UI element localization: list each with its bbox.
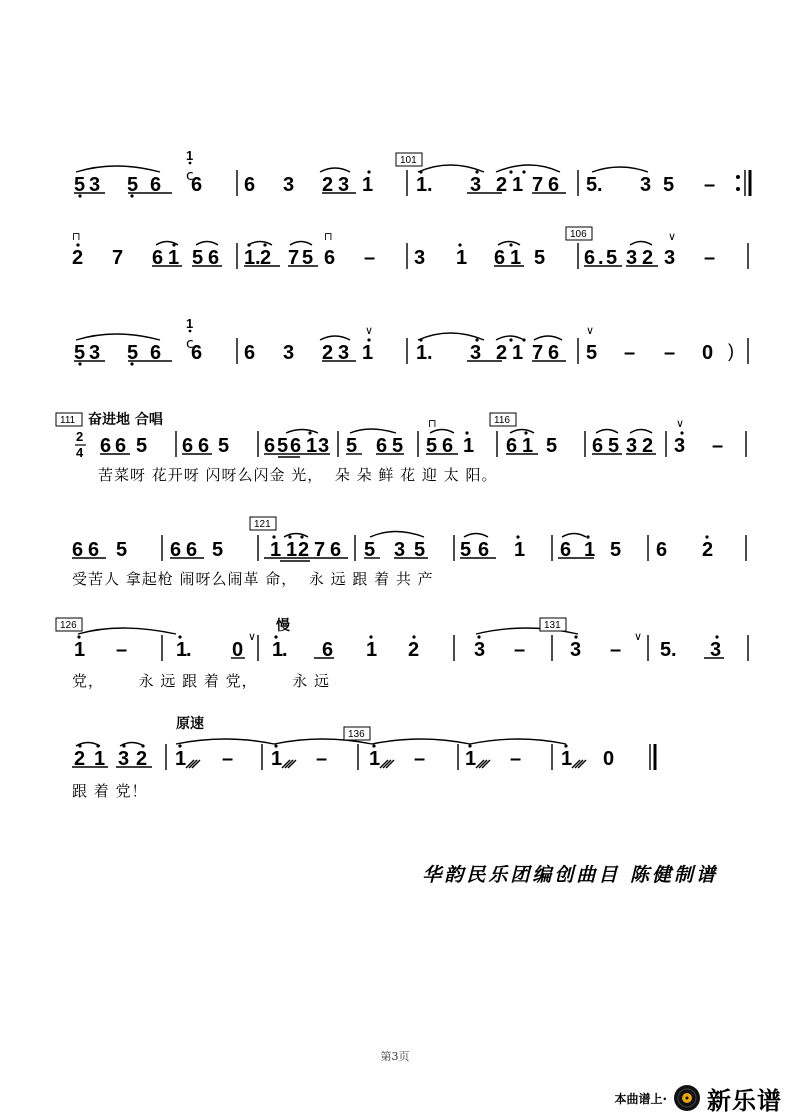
svg-text:3: 3: [394, 539, 406, 561]
repeat-dots: [736, 175, 740, 191]
svg-text:2: 2: [408, 639, 420, 661]
svg-text:1: 1: [416, 342, 428, 364]
svg-text:1: 1: [463, 435, 475, 457]
svg-text:.: .: [427, 174, 433, 196]
svg-text:6: 6: [152, 247, 164, 269]
svg-text:1: 1: [465, 748, 477, 770]
svg-text:1: 1: [584, 539, 596, 561]
svg-text:1: 1: [270, 539, 282, 561]
svg-text:1: 1: [510, 247, 522, 269]
svg-text:1: 1: [286, 539, 298, 561]
svg-text:1: 1: [175, 748, 187, 770]
svg-text:2: 2: [72, 247, 84, 269]
svg-text:5: 5: [74, 342, 86, 364]
svg-text:7: 7: [532, 174, 544, 196]
svg-text:6: 6: [478, 539, 490, 561]
svg-text:5: 5: [534, 247, 546, 269]
svg-text:1: 1: [561, 748, 573, 770]
svg-text:1: 1: [512, 342, 524, 364]
svg-text:.: .: [282, 639, 288, 661]
measure-number: 126: [60, 620, 77, 631]
svg-text:1: 1: [362, 174, 374, 196]
tie: [176, 739, 566, 744]
svg-text:.: .: [255, 247, 261, 269]
svg-text:3: 3: [474, 639, 486, 661]
svg-text:5: 5: [116, 539, 128, 561]
arranger-credit: 华韵民乐团编创曲目 陈健制谱: [422, 864, 718, 886]
svg-text:.: .: [671, 639, 677, 661]
svg-text:1: 1: [94, 748, 106, 770]
svg-text:3: 3: [89, 174, 101, 196]
svg-text:3: 3: [470, 174, 482, 196]
svg-text:–: –: [514, 639, 526, 661]
tremolo: [186, 760, 586, 768]
measure-number: 121: [254, 519, 271, 530]
svg-text:3: 3: [470, 342, 482, 364]
svg-text:3: 3: [664, 247, 676, 269]
svg-text:3: 3: [640, 174, 652, 196]
svg-text:5: 5: [606, 247, 618, 269]
svg-text:6: 6: [191, 174, 203, 196]
svg-text:5: 5: [426, 435, 438, 457]
svg-text:∨: ∨: [634, 630, 643, 643]
svg-text:ⅽ: ⅽ: [186, 336, 194, 352]
svg-text:2: 2: [642, 435, 654, 457]
svg-text:–: –: [414, 748, 426, 770]
vinyl-record-icon: [673, 1084, 701, 1112]
svg-text:5: 5: [74, 174, 86, 196]
svg-text:3: 3: [570, 639, 582, 661]
svg-text:6: 6: [182, 435, 194, 457]
svg-text:7: 7: [314, 539, 326, 561]
svg-text:⊓: ⊓: [428, 417, 437, 430]
svg-text:–: –: [510, 748, 522, 770]
svg-text:6: 6: [548, 174, 560, 196]
svg-text:2: 2: [496, 342, 508, 364]
tempo-slow: 慢: [276, 618, 290, 634]
svg-text:): ): [728, 341, 734, 361]
svg-text:∨: ∨: [668, 230, 677, 243]
watermark: [614, 1081, 782, 1115]
time-signature-top: 2: [76, 429, 84, 444]
svg-text:5: 5: [212, 539, 224, 561]
svg-text:3: 3: [318, 435, 330, 457]
svg-text:5: 5: [586, 342, 598, 364]
svg-text:6: 6: [72, 539, 84, 561]
svg-text:6: 6: [330, 539, 342, 561]
svg-text:5: 5: [346, 435, 358, 457]
svg-text:3: 3: [89, 342, 101, 364]
svg-text:6: 6: [506, 435, 518, 457]
svg-text:0: 0: [702, 342, 714, 364]
svg-text:.: .: [598, 247, 604, 269]
svg-text:5: 5: [460, 539, 472, 561]
barline: [176, 431, 746, 457]
svg-text:–: –: [316, 748, 328, 770]
lyric-line: 党， 永 远 跟 着 党， 永 远: [72, 672, 331, 690]
svg-text:6: 6: [560, 539, 572, 561]
svg-text:6: 6: [322, 639, 334, 661]
measure-number: 116: [494, 415, 510, 426]
svg-text:–: –: [222, 748, 234, 770]
svg-text:6: 6: [208, 247, 220, 269]
svg-text:–: –: [116, 639, 128, 661]
svg-text:3: 3: [283, 174, 295, 196]
svg-text:–: –: [704, 174, 716, 196]
svg-text:6: 6: [442, 435, 454, 457]
svg-text:6: 6: [244, 174, 256, 196]
svg-text:5: 5: [192, 247, 204, 269]
tempo-original: 原速: [176, 716, 204, 732]
svg-text:6: 6: [264, 435, 276, 457]
svg-text:.: .: [597, 174, 603, 196]
svg-text:2: 2: [74, 748, 86, 770]
svg-text:3: 3: [338, 174, 350, 196]
svg-text:3: 3: [626, 435, 638, 457]
svg-text:6: 6: [548, 342, 560, 364]
svg-text:∨: ∨: [248, 630, 257, 643]
svg-text:2: 2: [496, 174, 508, 196]
slur: [76, 743, 144, 747]
svg-text:1: 1: [306, 435, 318, 457]
svg-text:3: 3: [626, 247, 638, 269]
svg-text:5: 5: [392, 435, 404, 457]
svg-text:6: 6: [324, 247, 336, 269]
svg-text:6: 6: [150, 342, 162, 364]
svg-text:5: 5: [127, 342, 139, 364]
svg-text:1: 1: [186, 316, 194, 331]
svg-text:7: 7: [532, 342, 544, 364]
svg-text:1: 1: [186, 148, 194, 163]
svg-text:1: 1: [176, 639, 188, 661]
svg-text:6: 6: [100, 435, 112, 457]
svg-text:–: –: [610, 639, 622, 661]
svg-text:1: 1: [369, 748, 381, 770]
slur: [284, 532, 586, 538]
lyric-line: 受苦人 拿起枪 闹呀么闹革 命， 永 远 跟 着 共 产: [72, 570, 434, 588]
svg-text:3: 3: [414, 247, 426, 269]
svg-text:ⅽ: ⅽ: [186, 168, 194, 184]
svg-text:6: 6: [584, 247, 596, 269]
svg-text:7: 7: [112, 247, 124, 269]
measure-number: 111: [60, 415, 76, 426]
svg-text:1: 1: [272, 639, 284, 661]
svg-text:3: 3: [674, 435, 686, 457]
measure-number: 131: [544, 620, 561, 631]
svg-text:⊓: ⊓: [72, 230, 81, 243]
slur: [76, 165, 648, 172]
measure-number: 106: [570, 229, 587, 240]
svg-text:6: 6: [198, 435, 210, 457]
svg-text:5: 5: [136, 435, 148, 457]
svg-text:6: 6: [191, 342, 203, 364]
svg-text:6: 6: [376, 435, 388, 457]
svg-text:3: 3: [710, 639, 722, 661]
svg-text:5: 5: [127, 174, 139, 196]
svg-text:.: .: [186, 639, 192, 661]
svg-text:6: 6: [494, 247, 506, 269]
section-title: 奋进地 合唱: [88, 412, 163, 428]
svg-text:6: 6: [592, 435, 604, 457]
time-signature-bottom: 4: [76, 445, 84, 460]
svg-text:7: 7: [288, 247, 300, 269]
svg-text:3: 3: [338, 342, 350, 364]
svg-text:–: –: [704, 247, 716, 269]
svg-text:5: 5: [610, 539, 622, 561]
slur: [76, 333, 562, 340]
svg-text:6: 6: [656, 539, 668, 561]
svg-text:6: 6: [88, 539, 100, 561]
svg-text:1: 1: [168, 247, 180, 269]
svg-text:∨: ∨: [586, 324, 595, 337]
svg-text:1: 1: [512, 174, 524, 196]
tie: [78, 628, 578, 634]
watermark-brand: 新乐谱: [707, 1086, 782, 1115]
svg-text:0: 0: [603, 748, 615, 770]
measure-number: 136: [348, 729, 365, 740]
barline: [166, 744, 655, 770]
svg-text:6: 6: [186, 539, 198, 561]
svg-text:5: 5: [608, 435, 620, 457]
svg-text:–: –: [712, 435, 724, 457]
svg-text:∨: ∨: [365, 324, 374, 337]
slur: [286, 429, 652, 433]
lyric-line: 跟 着 党！: [72, 782, 148, 800]
svg-text:–: –: [364, 247, 376, 269]
svg-text:2: 2: [136, 748, 148, 770]
svg-text:⊓: ⊓: [324, 230, 333, 243]
svg-text:2: 2: [322, 174, 334, 196]
svg-text:5: 5: [277, 435, 289, 457]
svg-text:–: –: [664, 342, 676, 364]
page-number: 第3页: [380, 1050, 410, 1063]
watermark-prefix: 本曲谱上·: [614, 1091, 667, 1106]
lyric-line: 苦菜呀 花开呀 闪呀么闪金 光， 朵 朵 鲜 花 迎 太 阳。: [98, 466, 498, 484]
svg-text:5: 5: [364, 539, 376, 561]
svg-text:5: 5: [414, 539, 426, 561]
svg-text:1: 1: [456, 247, 468, 269]
svg-text:.: .: [427, 342, 433, 364]
svg-text:2: 2: [642, 247, 654, 269]
svg-text:6: 6: [115, 435, 127, 457]
svg-text:2: 2: [322, 342, 334, 364]
measure-number: 101: [400, 155, 417, 166]
svg-text:6: 6: [290, 435, 302, 457]
svg-text:5: 5: [660, 639, 672, 661]
svg-text:6: 6: [150, 174, 162, 196]
svg-text:5: 5: [586, 174, 598, 196]
svg-text:2: 2: [298, 539, 310, 561]
svg-text:3: 3: [283, 342, 295, 364]
svg-text:6: 6: [170, 539, 182, 561]
svg-text:5: 5: [546, 435, 558, 457]
svg-text:1: 1: [514, 539, 526, 561]
svg-text:0: 0: [232, 639, 244, 661]
svg-text:5: 5: [302, 247, 314, 269]
svg-text:1: 1: [362, 342, 374, 364]
svg-text:–: –: [624, 342, 636, 364]
svg-text:1: 1: [416, 174, 428, 196]
svg-text:5: 5: [663, 174, 675, 196]
svg-text:2: 2: [702, 539, 714, 561]
svg-text:∨: ∨: [676, 417, 685, 430]
svg-text:3: 3: [118, 748, 130, 770]
svg-text:5: 5: [218, 435, 230, 457]
svg-text:1: 1: [244, 247, 256, 269]
svg-text:1: 1: [366, 639, 378, 661]
svg-text:2: 2: [260, 247, 272, 269]
svg-text:1: 1: [74, 639, 86, 661]
svg-text:1: 1: [522, 435, 534, 457]
svg-text:1: 1: [271, 748, 283, 770]
svg-text:6: 6: [244, 342, 256, 364]
